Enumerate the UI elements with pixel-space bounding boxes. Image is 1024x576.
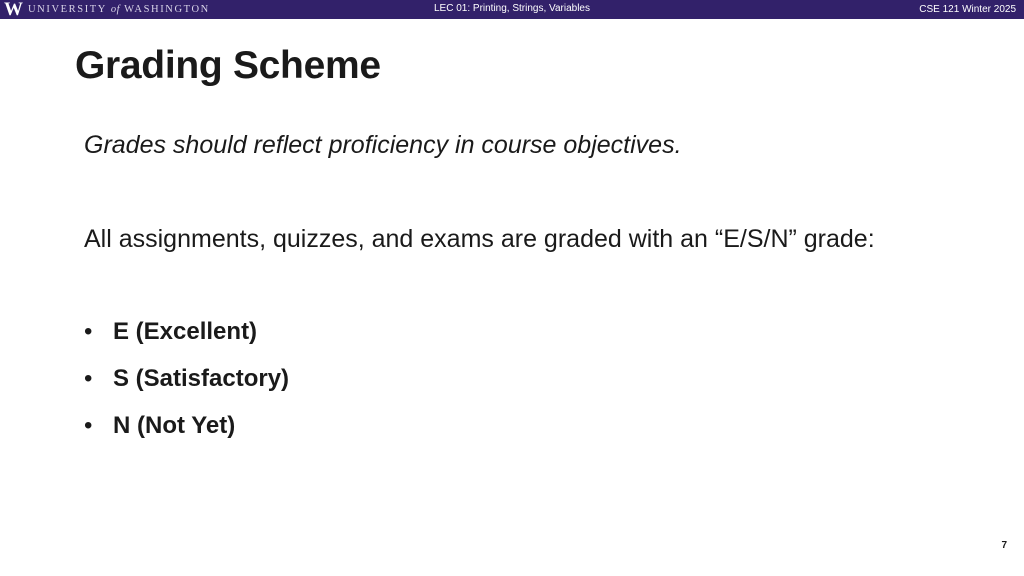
uw-w-logo-icon: W <box>4 0 23 20</box>
list-item <box>84 318 289 365</box>
grade-label: S (Satisfactory) <box>113 365 290 392</box>
list-item <box>84 412 289 459</box>
header-bar <box>0 0 1024 19</box>
grade-label: E (Excellent) <box>113 318 258 345</box>
grade-list <box>84 318 289 459</box>
slide-title: Grading Scheme <box>75 44 381 87</box>
course-label: CSE 121 Winter 2025 <box>919 4 1016 15</box>
bullet-icon: • <box>84 412 93 439</box>
university-wordmark-of: of <box>110 4 121 15</box>
bullet-icon: • <box>84 365 93 392</box>
university-wordmark-suffix: WASHINGTON <box>124 4 210 15</box>
intro-text: Grades should reflect proficiency in course objectives. <box>84 131 682 159</box>
lecture-title: LEC 01: Printing, Strings, Variables <box>433 3 590 14</box>
grade-label: N (Not Yet) <box>113 412 236 439</box>
page-number: 7 <box>1001 540 1007 551</box>
bullet-icon: • <box>84 318 93 345</box>
list-item <box>84 365 289 412</box>
grading-note: All assignments, quizzes, and exams are graded with an “E/S/N” grade: <box>84 225 875 253</box>
university-wordmark-prefix: UNIVERSITY <box>28 4 107 15</box>
